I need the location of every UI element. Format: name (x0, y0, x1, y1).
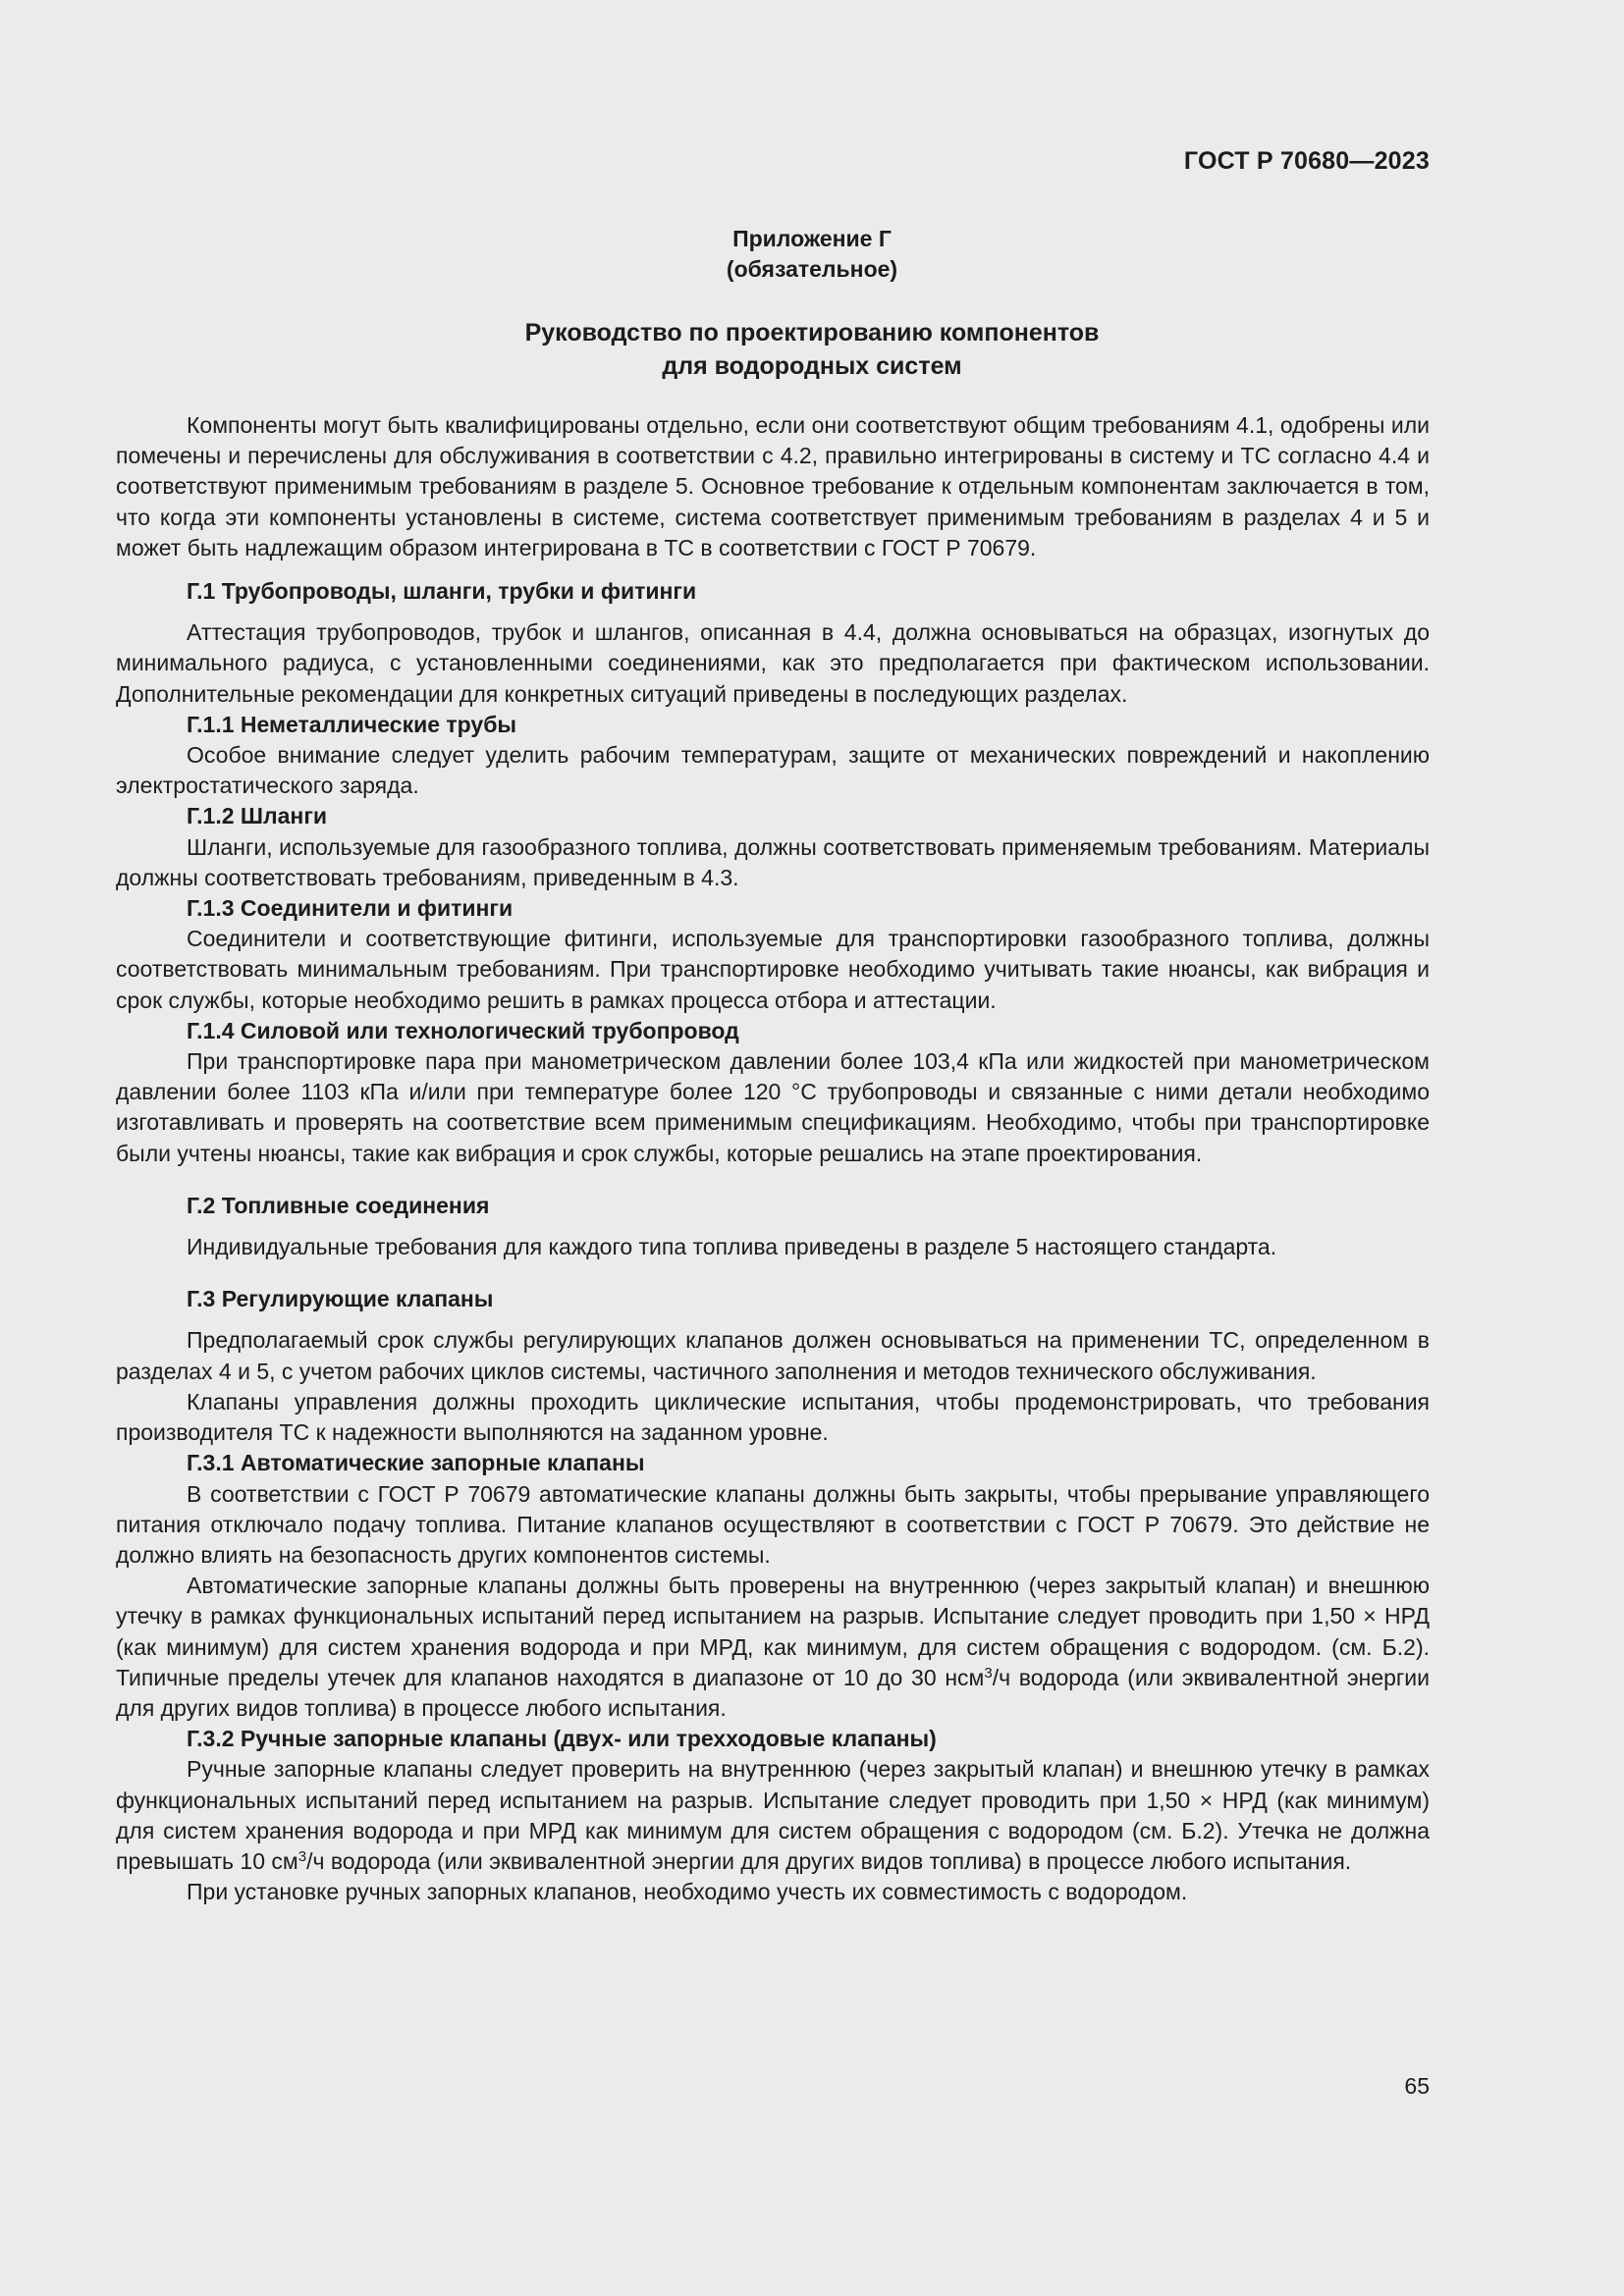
appendix-heading (0, 224, 1624, 285)
manual-leak-text-part-1: Ручные запорные клапаны следует проверить на внутреннюю (через закрытый клапан) и внешнюю утечку в рамках функциональных испытаний перед испытанием на разрыв. Испытание следует проводить при 1,50 × НРД (как минимум) для систем хранения водорода и при МРД как минимум для систем обращения с водородом (см. Б.2). Утечка не должна превышать 10 см (116, 1756, 1430, 1874)
section-g3-heading: Г.3 Регулирующие клапаны (187, 1286, 494, 1312)
section-g2-heading: Г.2 Топливные соединения (187, 1192, 490, 1218)
section-g1-2-text: Шланги, используемые для газообразного топлива, должны соответствовать применяемым требованиям. Материалы должны соответствовать требованиям, приведенным в 4.3. (116, 833, 1430, 890)
section-g2-text: Индивидуальные требования для каждого типа топлива приведены в разделе 5 настоящего стандарта. (187, 1234, 1277, 1260)
section-g1-3-text: Соединители и соответствующие фитинги, используемые для транспортировки газообразного топлива, должны соответствовать минимальным требованиям. При транспортировке необходимо учитывать такие нюансы, как вибрация и срок службы, которые необходимо решить в рамках процесса отбора и аттестации. (116, 926, 1430, 1013)
section-g3-text-1: Предполагаемый срок службы регулирующих клапанов должен основываться на применении ТС, определенном в разделах 4 и 5, с учетом рабочих циклов системы, частичного заполнения и методов технического обслуживания. (116, 1327, 1430, 1384)
section-g3-2-text-2: При установке ручных запорных клапанов, необходимо учесть их совместимость с водородом. (187, 1879, 1188, 1905)
manual-leak-text-part-2: /ч водорода (или эквивалентной энергии для других видов топлива) в процессе любого испытания. (306, 1847, 1352, 1874)
cubic-superscript: 3 (984, 1664, 993, 1682)
section-g3-1-text-2 (116, 1571, 1430, 1724)
section-g3-2-heading: Г.3.2 Ручные запорные клапаны (двух- или трехходовые клапаны) (187, 1726, 937, 1752)
appendix-label: Приложение Г (732, 226, 892, 251)
section-g3-text-2: Клапаны управления должны проходить циклические испытания, чтобы продемонстрировать, что требования производителя ТС к надежности выполняются на заданном уровне. (116, 1388, 1430, 1446)
leak-text-part-2: /ч водорода (или эквивалентной энергии для других видов топлива) в процессе любого испытания. (116, 1664, 1431, 1721)
page-number: 65 (1404, 2073, 1430, 2099)
document-title (0, 316, 1624, 383)
section-g1-1-heading: Г.1.1 Неметаллические трубы (187, 711, 517, 737)
standard-number: ГОСТ Р 70680—2023 (1183, 147, 1430, 175)
section-g1-text: Аттестация трубопроводов, трубок и шлангов, описанная в 4.4, должна основываться на образцах, изогнутых до минимального радиуса, с установленными соединениями, как это предполагается при фактическом использовании. Дополнительные рекомендации для конкретных ситуаций приведены в последующих разделах. (116, 619, 1430, 707)
leak-text-part-1: Автоматические запорные клапаны должны быть проверены на внутреннюю (через закрытый клапан) и внешнюю утечку в рамках функциональных испытаний перед испытанием на разрыв. Испытание следует проводить при 1,50 × НРД (как минимум) для систем хранения водорода и при МРД, как минимум, для систем обращения с водородом. (см. Б.2). Типичные пределы утечек для клапанов находятся в диапазоне от 10 до 30 нсм (116, 1573, 1430, 1690)
intro-paragraph: Компоненты могут быть квалифицированы отдельно, если они соответствуют общим требованиям 4.1, одобрены или помечены и перечислены для обслуживания в соответствии с 4.2, правильно интегрированы в систему и ТС согласно 4.4 и соответствуют применимым требованиям в разделе 5. Основное требование к отдельным компонентам заключается в том, что когда эти компоненты установлены в системе, система соответствует применимым требованиям в разделах 4 и 5 и может быть надлежащим образом интегрирована в ТС в соответствии с ГОСТ Р 70679. (116, 412, 1430, 561)
section-g1-heading: Г.1 Трубопроводы, шланги, трубки и фитинги (187, 578, 697, 605)
section-g3-2-text-1 (116, 1754, 1430, 1877)
section-g3-1-heading: Г.3.1 Автоматические запорные клапаны (187, 1450, 645, 1476)
title-line-1: Руководство по проектированию компонентов (524, 319, 1100, 347)
section-g1-2-heading: Г.1.2 Шланги (187, 803, 328, 829)
section-g1-3-heading: Г.1.3 Соединители и фитинги (187, 895, 514, 922)
cubic-superscript: 3 (298, 1847, 307, 1865)
section-g1-4-heading: Г.1.4 Силовой или технологический трубопровод (187, 1017, 739, 1043)
section-g1-1-text: Особое внимание следует уделить рабочим температурам, защите от механических повреждений и накоплению электростатического заряда. (116, 742, 1430, 799)
section-g1-4-text: При транспортировке пара при манометрическом давлении более 103,4 кПа или жидкостей при манометрическом давлении более 1103 кПа и/или при температуре более 120 °C трубопроводы и связанные с ними детали необходимо изготавливать и проверять на соответствие всем применимым спецификациям. Необходимо, чтобы при транспортировке были учтены нюансы, такие как вибрация и срок службы, которые решались на этапе проектирования. (116, 1048, 1430, 1166)
section-g3-1-text-1: В соответствии с ГОСТ Р 70679 автоматические клапаны должны быть закрыты, чтобы прерывание управляющего питания отключало подачу топлива. Питание клапанов осуществляют в соответствии с ГОСТ Р 70679. Это действие не должно влиять на безопасность других компонентов системы. (116, 1480, 1430, 1568)
document-body (116, 410, 1430, 1907)
appendix-status: (обязательное) (726, 256, 898, 282)
title-line-2: для водородных систем (662, 352, 962, 380)
